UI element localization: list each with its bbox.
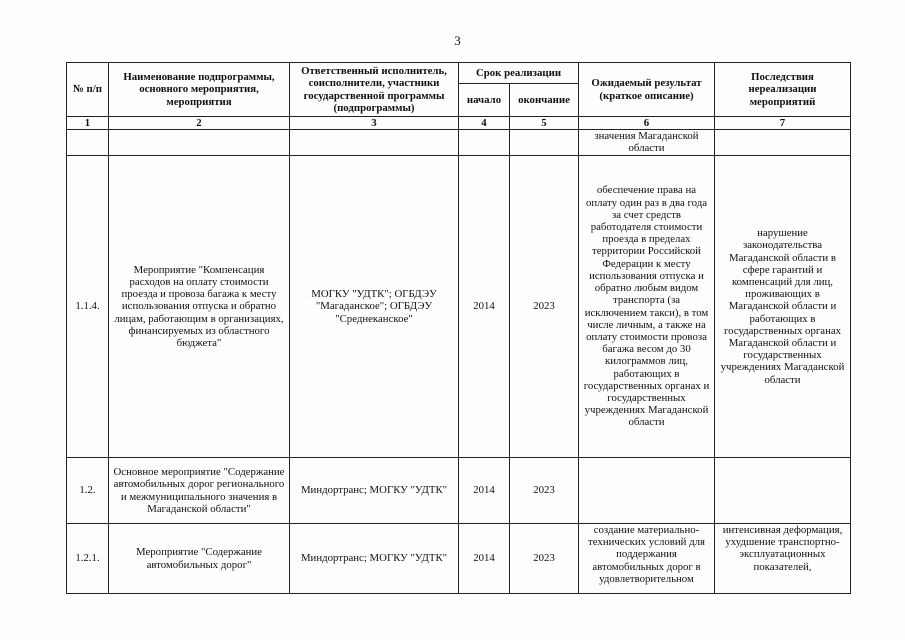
column-number: 4 <box>459 117 510 130</box>
header-consequences: Последствия нереализации мероприятий <box>715 63 851 117</box>
column-number-row <box>67 117 851 130</box>
row-consequences <box>715 130 851 156</box>
row-num: 1.2. <box>67 458 109 524</box>
header-period: Срок реализации <box>459 63 579 84</box>
column-number: 5 <box>510 117 579 130</box>
row-consequences: интенсивная деформация, ухудшение транспортно-эксплуатационных показателей, <box>715 524 851 594</box>
header-executor: Ответственный исполнитель, соисполнители, участники государственной программы (подпрограммы) <box>290 63 459 117</box>
column-number: 7 <box>715 117 851 130</box>
header-num: № п/п <box>67 63 109 117</box>
row-result: обеспечение права на оплату один раз в два года за счет средств работодателя стоимости проезда в пределах территории Российской Федерации к месту использования отпуска и обратно любым видом транспорта (за исключением такси), в том числе личным, а также на оплату стоимости провоза багажа весом до 30 килограммов лиц, работающих в государственных органах и государственных учреждениях Магаданской области <box>579 156 715 458</box>
row-num <box>67 130 109 156</box>
row-consequences <box>715 458 851 524</box>
row-executor: Миндортранс; МОГКУ "УДТК" <box>290 458 459 524</box>
column-number: 1 <box>67 117 109 130</box>
row-num: 1.1.4. <box>67 156 109 458</box>
column-number: 3 <box>290 117 459 130</box>
row-result: значения Магаданской области <box>579 130 715 156</box>
row-result <box>579 458 715 524</box>
program-table <box>66 62 851 594</box>
row-start: 2014 <box>459 458 510 524</box>
column-number: 2 <box>109 117 290 130</box>
row-start: 2014 <box>459 156 510 458</box>
row-name: Мероприятие "Компенсация расходов на оплату стоимости проезда и провоза багажа к месту использования отпуска и обратно лицам, работающим в организациях, финансируемых из областного бюджета" <box>109 156 290 458</box>
column-number: 6 <box>579 117 715 130</box>
row-name: Мероприятие "Содержание автомобильных дорог" <box>109 524 290 594</box>
row-start: 2014 <box>459 524 510 594</box>
header-start: начало <box>459 84 510 117</box>
row-end: 2023 <box>510 458 579 524</box>
row-consequences: нарушение законодательства Магаданской области в сфере гарантий и компенсаций для лиц, проживающих в Магаданской области и работающих в государственных органах Магаданской области и государственных учреждениях Магаданской области <box>715 156 851 458</box>
row-end <box>510 130 579 156</box>
row-name <box>109 130 290 156</box>
header-row <box>67 63 851 84</box>
table-row <box>67 458 851 524</box>
row-executor <box>290 130 459 156</box>
table-row <box>67 156 851 458</box>
table-row <box>67 524 851 594</box>
row-name: Основное мероприятие "Содержание автомобильных дорог регионального и межмуниципального значения в Магаданской области" <box>109 458 290 524</box>
row-end: 2023 <box>510 524 579 594</box>
row-num: 1.2.1. <box>67 524 109 594</box>
row-executor: Миндортранс; МОГКУ "УДТК" <box>290 524 459 594</box>
table-row <box>67 130 851 156</box>
header-name: Наименование подпрограммы, основного мероприятия, мероприятия <box>109 63 290 117</box>
row-start <box>459 130 510 156</box>
row-end: 2023 <box>510 156 579 458</box>
header-result: Ожидаемый результат (краткое описание) <box>579 63 715 117</box>
header-end: окончание <box>510 84 579 117</box>
row-executor: МОГКУ "УДТК"; ОГБДЭУ "Магаданское"; ОГБДЭУ "Среднеканское" <box>290 156 459 458</box>
row-result: создание материально-технических условий для поддержания автомобильных дорог в удовлетворительном <box>579 524 715 594</box>
page-number: 3 <box>454 33 461 48</box>
